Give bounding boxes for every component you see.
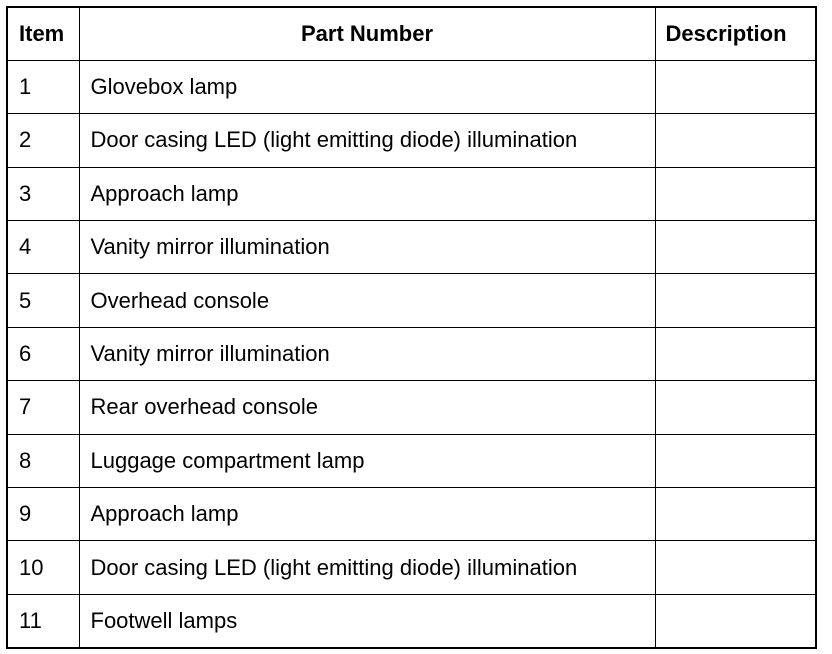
cell-description	[655, 434, 816, 487]
cell-item: 1	[7, 60, 79, 113]
table-row	[7, 594, 816, 647]
cell-part-number: Footwell lamps	[79, 594, 655, 647]
parts-table	[6, 6, 817, 649]
cell-description	[655, 594, 816, 647]
cell-description	[655, 488, 816, 541]
cell-item: 7	[7, 381, 79, 434]
table-header-row	[7, 7, 816, 60]
cell-item: 5	[7, 274, 79, 327]
cell-description	[655, 221, 816, 274]
header-description: Description	[655, 7, 816, 60]
cell-part-number: Approach lamp	[79, 167, 655, 220]
table-row	[7, 327, 816, 380]
cell-item: 8	[7, 434, 79, 487]
header-part-number: Part Number	[79, 7, 655, 60]
table-row	[7, 114, 816, 167]
cell-part-number: Door casing LED (light emitting diode) illumination	[79, 541, 655, 594]
table-row	[7, 541, 816, 594]
table-row	[7, 434, 816, 487]
cell-item: 6	[7, 327, 79, 380]
cell-part-number: Door casing LED (light emitting diode) illumination	[79, 114, 655, 167]
table-row	[7, 274, 816, 327]
cell-description	[655, 274, 816, 327]
cell-item: 10	[7, 541, 79, 594]
cell-item: 11	[7, 594, 79, 647]
table-row	[7, 167, 816, 220]
cell-description	[655, 60, 816, 113]
cell-part-number: Rear overhead console	[79, 381, 655, 434]
table-row	[7, 60, 816, 113]
table-row	[7, 488, 816, 541]
cell-part-number: Overhead console	[79, 274, 655, 327]
table-row	[7, 221, 816, 274]
cell-item: 4	[7, 221, 79, 274]
cell-description	[655, 541, 816, 594]
cell-part-number: Luggage compartment lamp	[79, 434, 655, 487]
cell-description	[655, 327, 816, 380]
cell-part-number: Vanity mirror illumination	[79, 221, 655, 274]
table-row	[7, 381, 816, 434]
cell-part-number: Approach lamp	[79, 488, 655, 541]
cell-item: 3	[7, 167, 79, 220]
cell-item: 9	[7, 488, 79, 541]
cell-description	[655, 381, 816, 434]
header-item: Item	[7, 7, 79, 60]
cell-part-number: Glovebox lamp	[79, 60, 655, 113]
cell-description	[655, 114, 816, 167]
cell-item: 2	[7, 114, 79, 167]
cell-description	[655, 167, 816, 220]
cell-part-number: Vanity mirror illumination	[79, 327, 655, 380]
